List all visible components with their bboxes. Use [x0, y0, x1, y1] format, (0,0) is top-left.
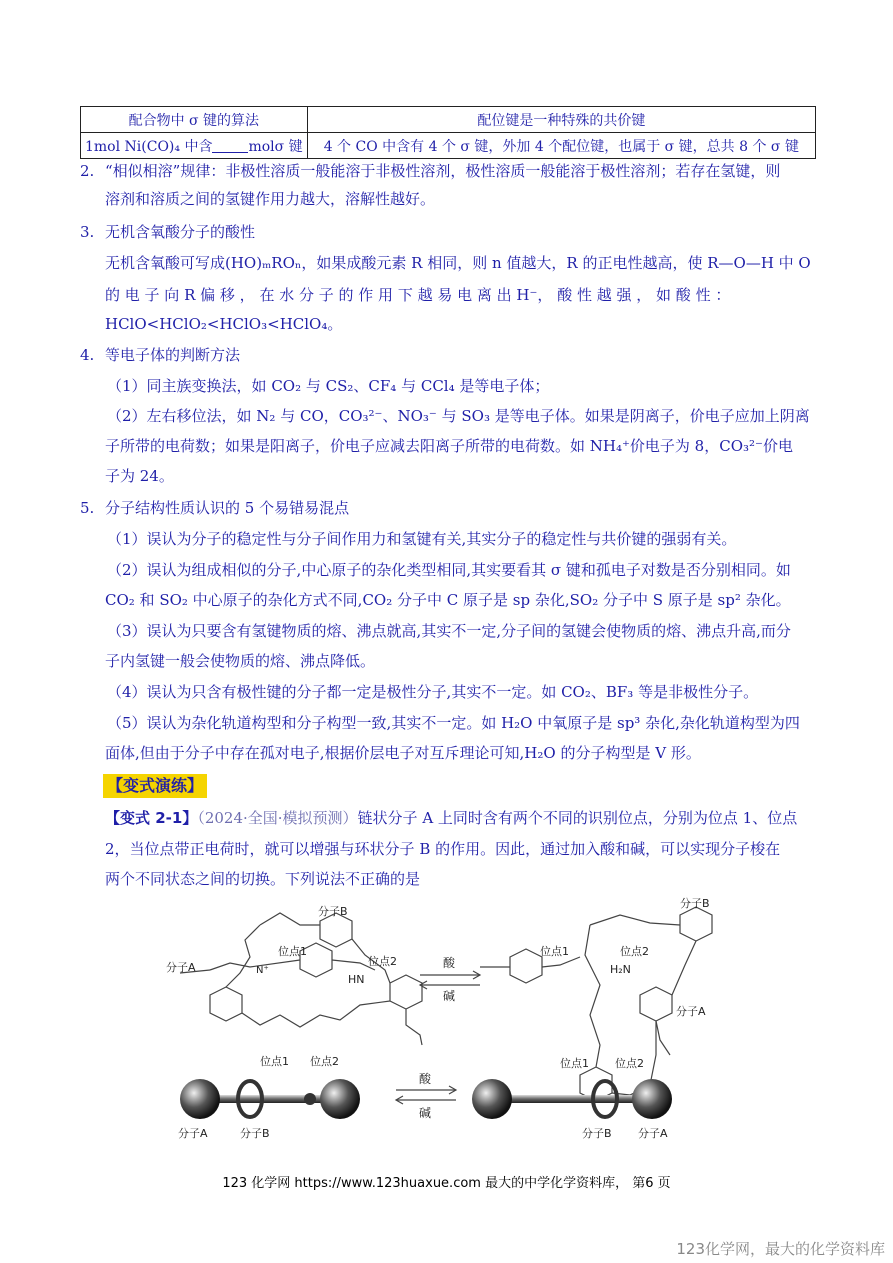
label-site2-right: 位点2 — [620, 945, 649, 958]
label-mol-a-bottom-right: 分子A — [638, 1127, 668, 1140]
label-mol-b-bottom-right: 分子B — [582, 1127, 612, 1140]
label-mol-a-right: 分子A — [676, 1005, 706, 1018]
practice-line3: 两个不同状态之间的切换。下列说法不正确的是 — [105, 870, 421, 888]
crown-chain — [242, 1001, 390, 1027]
label-hn: HN — [348, 973, 365, 986]
label-site1-bottom: 位点1 — [260, 1055, 289, 1068]
section-5-p1: （1）误认为分子的稳定性与分子间作用力和氢键有关,其实分子的稳定性与共价键的强弱有关。 — [107, 530, 737, 548]
label-site2-bottom-right: 位点2 — [615, 1057, 644, 1070]
benzene-ring — [210, 987, 242, 1021]
table-header-right: 配位键是一种特殊的共价键 — [307, 107, 815, 133]
crown-chain — [260, 913, 320, 925]
stopper-ball — [632, 1079, 672, 1119]
site-2-bead — [304, 1093, 316, 1105]
section-3-line1: 无机含氧酸可写成(HO)ₘROₙ，如果成酸元素 R 相同，则 n 值越大，R 的正电性越高，使 R—O—H 中 O — [105, 254, 811, 272]
benzene-ring — [640, 987, 672, 1021]
tbutyl — [656, 1021, 670, 1055]
section-5-title: 分子结构性质认识的 5 个易错易混点 — [105, 499, 350, 517]
section-4-line1: （1）同主族变换法，如 CO₂ 与 CS₂、CF₄ 与 CCl₄ 是等电子体； — [107, 377, 550, 395]
section-3-line2: 的 电 子 向 R 偏 移 ， 在 水 分 子 的 作 用 下 越 易 电 离 出 H⁻， 酸 性 越 强 ， 如 酸 性 ： — [105, 286, 731, 304]
chain-link — [542, 957, 580, 967]
page-footer: 123 化学网 https://www.123huaxue.com 最大的中学化学资料库， 第6 页 — [222, 1176, 671, 1191]
table-row — [81, 133, 816, 159]
axle-rod — [200, 1095, 340, 1103]
section-4-line4: 子为 24。 — [105, 467, 174, 485]
axle-rod — [492, 1095, 652, 1103]
label-mol-a-bottom: 分子A — [178, 1127, 208, 1140]
equilibrium-arrows-top — [420, 956, 480, 1003]
chain-a — [210, 960, 300, 970]
crown-chain — [585, 925, 600, 1067]
label-site1: 位点1 — [278, 945, 307, 958]
label-site1-bottom-right: 位点1 — [560, 1057, 589, 1070]
stopper-ball — [472, 1079, 512, 1119]
practice-line1 — [105, 808, 797, 828]
section-3-number: 3. — [80, 223, 95, 241]
section-5-p2b: CO₂ 和 SO₂ 中心原子的杂化方式不同,CO₂ 分子中 C 原子是 sp 杂化,SO₂ 分子中 S 原子是 sp² 杂化。 — [105, 591, 791, 609]
stopper-ball — [320, 1079, 360, 1119]
shuttle-schematic-left — [178, 1054, 360, 1140]
table-row — [81, 107, 816, 133]
shuttle-schematic-right — [472, 1056, 672, 1140]
section-4-number: 4. — [80, 346, 95, 364]
section-5-p3b: 子内氢键一般会使物质的熔、沸点降低。 — [105, 652, 376, 670]
label-site2: 位点2 — [368, 955, 397, 968]
molecular-shuttle-figure — [160, 895, 720, 1150]
label-mol-b-bottom: 分子B — [240, 1127, 270, 1140]
label-site1-right: 位点1 — [540, 945, 569, 958]
label-site2-bottom: 位点2 — [310, 1055, 339, 1068]
label-n-plus: N⁺ — [256, 965, 269, 976]
pyridinium-ring — [510, 949, 542, 983]
answer-blank — [212, 138, 248, 153]
table-cell-left — [81, 133, 308, 159]
practice-line2: 2，当位点带正电荷时，就可以增强与环状分子 B 的作用。因此，通过加入酸和碱，可以实现分子梭在 — [105, 840, 781, 858]
crown-chain — [590, 915, 680, 925]
table-header-left: 配合物中 σ 键的算法 — [81, 107, 308, 133]
label-acid-bottom: 酸 — [419, 1072, 432, 1086]
section-2-line1: “相似相溶”规律：非极性溶质一般能溶于非极性溶剂，极性溶质一般能溶于极性溶剂；若存在氢键，则 — [105, 162, 781, 180]
crown-chain — [672, 941, 696, 995]
cell-left-pre: 1mol Ni(CO)₄ 中含 — [85, 138, 213, 155]
practice-source: （2024·全国·模拟预测） — [197, 809, 358, 827]
practice-label: 【变式 2-1】 — [105, 809, 198, 827]
section-5-p2a: （2）误认为组成相似的分子,中心原子的杂化类型相同,其实要看其 σ 键和孤电子对数是否分别相同。如 — [107, 561, 791, 579]
section-5-p4: （4）误认为只含有极性键的分子都一定是极性分子,其实不一定。如 CO₂、BF₃ 等是非极性分子。 — [107, 683, 759, 701]
label-base-bottom: 碱 — [419, 1106, 432, 1120]
table-cell-right: 4 个 CO 中含有 4 个 σ 键，外加 4 个配位键，也属于 σ 键，总共 8 个 σ 键 — [307, 133, 815, 159]
left-structure — [166, 904, 422, 1045]
practice-text1: 链状分子 A 上同时含有两个不同的识别位点，分别为位点 1、位点 — [357, 809, 798, 827]
benzene-ring — [680, 907, 712, 941]
label-h2n: H₂N — [610, 963, 631, 976]
right-structure — [480, 896, 712, 1101]
section-3-title: 无机含氧酸分子的酸性 — [105, 223, 256, 241]
benzene-ring — [390, 975, 422, 1009]
watermark: 123化学网，最大的化学资料库 — [676, 1240, 885, 1258]
section-5-p5b: 面体,但由于分子中存在孤对电子,根据价层电子对互斥理论可知,H₂O 的分子构型是 V 形。 — [105, 744, 701, 762]
label-base: 碱 — [443, 989, 456, 1003]
section-4-line3: 子所带的电荷数；如果是阳离子，价电子应减去阳离子所带的电荷数。如 NH₄⁺价电子为 8，CO₃²⁻价电 — [105, 437, 793, 455]
crown-chain — [226, 925, 260, 987]
label-mol-b: 分子B — [318, 905, 348, 918]
section-2-line2: 溶剂和溶质之间的氢键作用力越大，溶解性越好。 — [105, 190, 436, 208]
section-4-title: 等电子体的判断方法 — [105, 346, 241, 364]
section-4-line2: （2）左右移位法，如 N₂ 与 CO，CO₃²⁻、NO₃⁻ 与 SO₃ 是等电子体。如果是阴离子，价电子应加上阴离 — [107, 407, 810, 425]
label-acid: 酸 — [443, 956, 456, 970]
sigma-bond-table — [80, 106, 816, 159]
section-5-number: 5. — [80, 499, 95, 517]
stopper-ball — [180, 1079, 220, 1119]
section-2-number: 2. — [80, 162, 95, 180]
practice-tag: 【变式演练】 — [103, 774, 207, 798]
label-mol-a: 分子A — [166, 961, 196, 974]
tbutyl — [406, 1009, 422, 1045]
section-5-p5a: （5）误认为杂化轨道构型和分子构型一致,其实不一定。如 H₂O 中氧原子是 sp³ 杂化,杂化轨道构型为四 — [107, 714, 800, 732]
label-mol-b-right: 分子B — [680, 897, 710, 910]
section-5-p3a: （3）误认为只要含有氢键物质的熔、沸点就高,其实不一定,分子间的氢键会使物质的熔、沸点升高,而分 — [107, 622, 791, 640]
cell-left-post: molσ 键 — [248, 138, 303, 155]
section-3-line3: HClO<HClO₂<HClO₃<HClO₄。 — [105, 315, 343, 333]
benzene-ring — [320, 913, 352, 947]
equilibrium-arrows-bottom — [396, 1072, 456, 1120]
